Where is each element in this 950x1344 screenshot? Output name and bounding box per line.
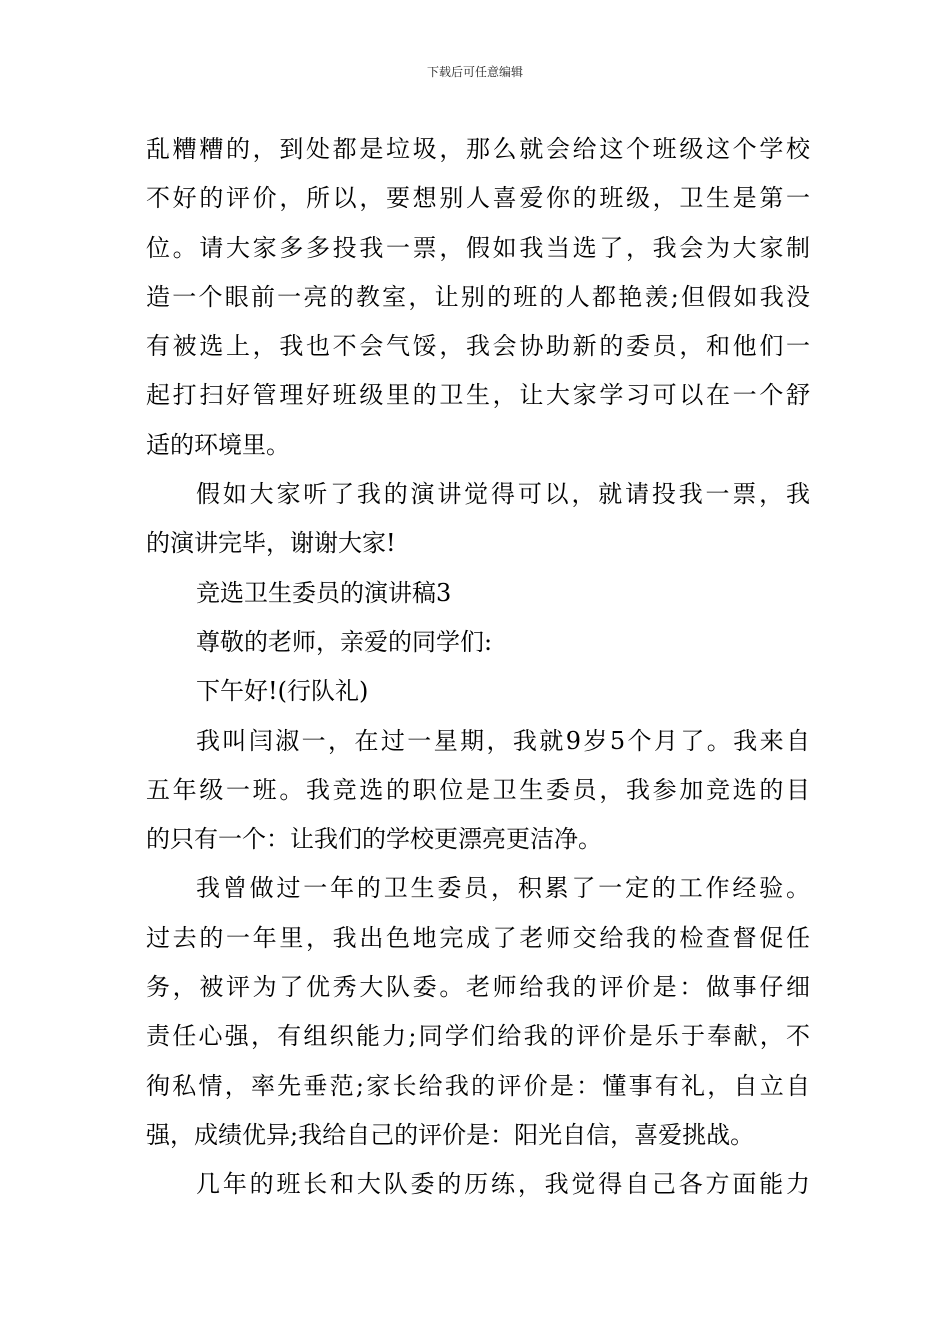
- text-line: 乱糟糟的，到处都是垃圾，那么就会给这个班级这个学校: [146, 135, 810, 163]
- text-line: 责任心强，有组织能力;同学们给我的评价是乐于奉献，不: [146, 1022, 810, 1051]
- text-line: 几年的班长和大队委的历练，我觉得自己各方面能力: [196, 1170, 810, 1199]
- page-header: 下载后可任意编辑: [426, 65, 523, 79]
- text-line: 的演讲完毕，谢谢大家!: [146, 529, 396, 558]
- text-line: 不好的评价，所以，要想别人喜爱你的班级，卫生是第一: [146, 184, 810, 213]
- text-line: 我曾做过一年的卫生委员，积累了一定的工作经验。: [196, 874, 810, 903]
- text-line: 假如大家听了我的演讲觉得可以，就请投我一票，我: [196, 480, 810, 509]
- text-line: 过去的一年里，我出色地完成了老师交给我的检查督促任: [146, 923, 810, 952]
- text-line: 尊敬的老师，亲爱的同学们:: [196, 627, 493, 656]
- text-line: 位。请大家多多投我一票，假如我当选了，我会为大家制: [146, 233, 810, 262]
- text-line: 适的环境里。: [146, 430, 290, 459]
- text-line: 有被选上，我也不会气馁，我会协助新的委员，和他们一: [146, 332, 810, 361]
- text-line: 五年级一班。我竞选的职位是卫生委员，我参加竞选的目: [146, 775, 810, 804]
- text-line: 的只有一个：让我们的学校更漂亮更洁净。: [146, 825, 602, 854]
- text-line: 务，被评为了优秀大队委。老师给我的评价是：做事仔细: [146, 973, 810, 1002]
- text-line: 我叫闫淑一，在过一星期，我就9岁5个月了。我来自: [196, 726, 810, 755]
- text-line: 竞选卫生委员的演讲稿3: [196, 578, 452, 607]
- text-line: 下午好!(行队礼): [196, 677, 369, 706]
- text-line: 起打扫好管理好班级里的卫生，让大家学习可以在一个舒: [146, 381, 810, 410]
- document-body: [146, 125, 810, 1210]
- text-line: 造一个眼前一亮的教室，让别的班的人都艳羡;但假如我没: [146, 282, 810, 311]
- text-line: 强，成绩优异;我给自己的评价是：阳光自信，喜爱挑战。: [146, 1120, 755, 1149]
- text-line: 徇私情，率先垂范;家长给我的评价是：懂事有礼，自立自: [146, 1071, 810, 1100]
